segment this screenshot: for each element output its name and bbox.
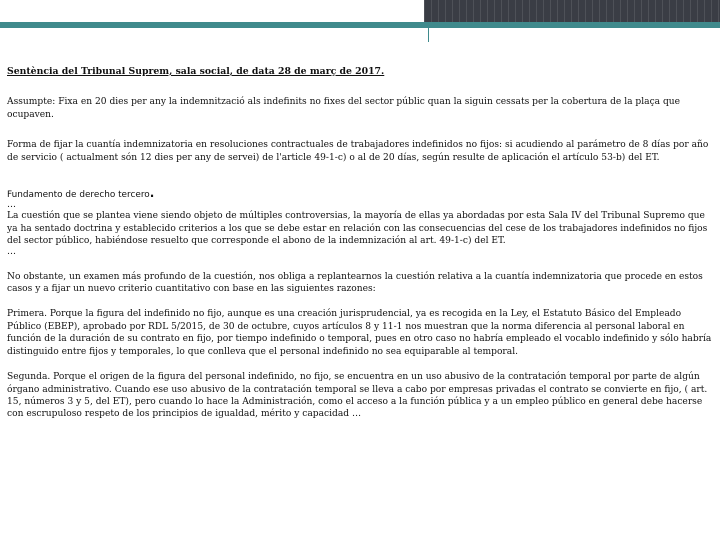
ellipsis-marker-2: … bbox=[7, 246, 17, 257]
no-obstante-paragraph: No obstante, un examen más profundo de la cuestión, nos obliga a replantearnos la cuestión relativa a la cuantía indemnizatoria que procede en estos casos y a fijar un nuevo criterio cuantitativo con base en las siguientes razones: bbox=[7, 271, 703, 295]
ellipsis-marker: … bbox=[7, 200, 17, 211]
forma-paragraph: Forma de fijar la cuantía indemnizatoria en resoluciones contractuales de trabajadores indefinidos no fijos: si acudiendo al parámetro de 8 días por año de servicio ( actualment són 12 dies per any de servei) de l'article 49-1-c) o al de 20 días, según resulte de aplicación el artículo 53-b) del ET. bbox=[7, 140, 709, 163]
cuestion-paragraph: La cuestión que se plantea viene siendo objeto de múltiples controversias, la mayoría de ellas ya abordadas por esta Sala IV del Tribunal Supremo que ya ha sentado doctrina y establecido criterios a los que se debe estar en relación con las consecuencias del cese de los trabajadores indefinidos no fijos del sector público, habiéndose resuelto que corresponde el abono de la indemnización al art. 49-1-c) del ET. bbox=[7, 211, 708, 247]
document-title: Sentència del Tribunal Suprem, sala social, de data 28 de març de 2017. bbox=[7, 66, 385, 77]
document-body bbox=[7, 66, 715, 421]
primera-paragraph: Primera. Porque la figura del indefinido no fijo, aunque es una creación jurisprudencial, ya es recogida en la Ley, el Estatuto Básico del Empleado Público (EBEP), aprobado por RDL 5/2015, de 30 de octubre, cuyos artículos 8 y 11-1 nos muestran que la norma diferencia al personal laboral en función de la duración de su contrato en fijo, por tiempo indefinido o temporal, pues en otro caso no habría empleado el vocablo indefinido y sólo habría distinguido entre fijos y temporales, lo que conlleva que el personal indefinido no sea equiparable al temporal. bbox=[7, 309, 712, 357]
fundamento-heading-text: Fundamento de derecho tercero bbox=[7, 190, 150, 201]
segunda-paragraph: Segunda. Porque el origen de la figura del personal indefinido, no fijo, se encuentra en un uso abusivo de la contratación temporal por parte de algún órgano administrativo. Cuando ese uso abusivo de la contratación temporal se lleva a cabo por empresas privadas el contrato se convierte en fijo, ( art. 15, números 3 y 5, del ET), pero cuando lo hace la Administración, como el acceso a la función pública y a un empleo público en general debe hacerse con escrupuloso respeto de los principios de igualdad, mérito y capacidad … bbox=[7, 372, 708, 420]
fundamento-heading bbox=[7, 187, 715, 201]
header-accent-bar bbox=[0, 22, 720, 28]
assumpte-paragraph: Assumpte: Fixa en 20 dies per any la indemnització als indefinits no fixes del sector públic quan la siguin cessats per la cobertura de la plaça que ocupaven. bbox=[7, 97, 681, 120]
fundamento-heading-dot: . bbox=[149, 186, 155, 201]
header-separator bbox=[428, 28, 429, 42]
